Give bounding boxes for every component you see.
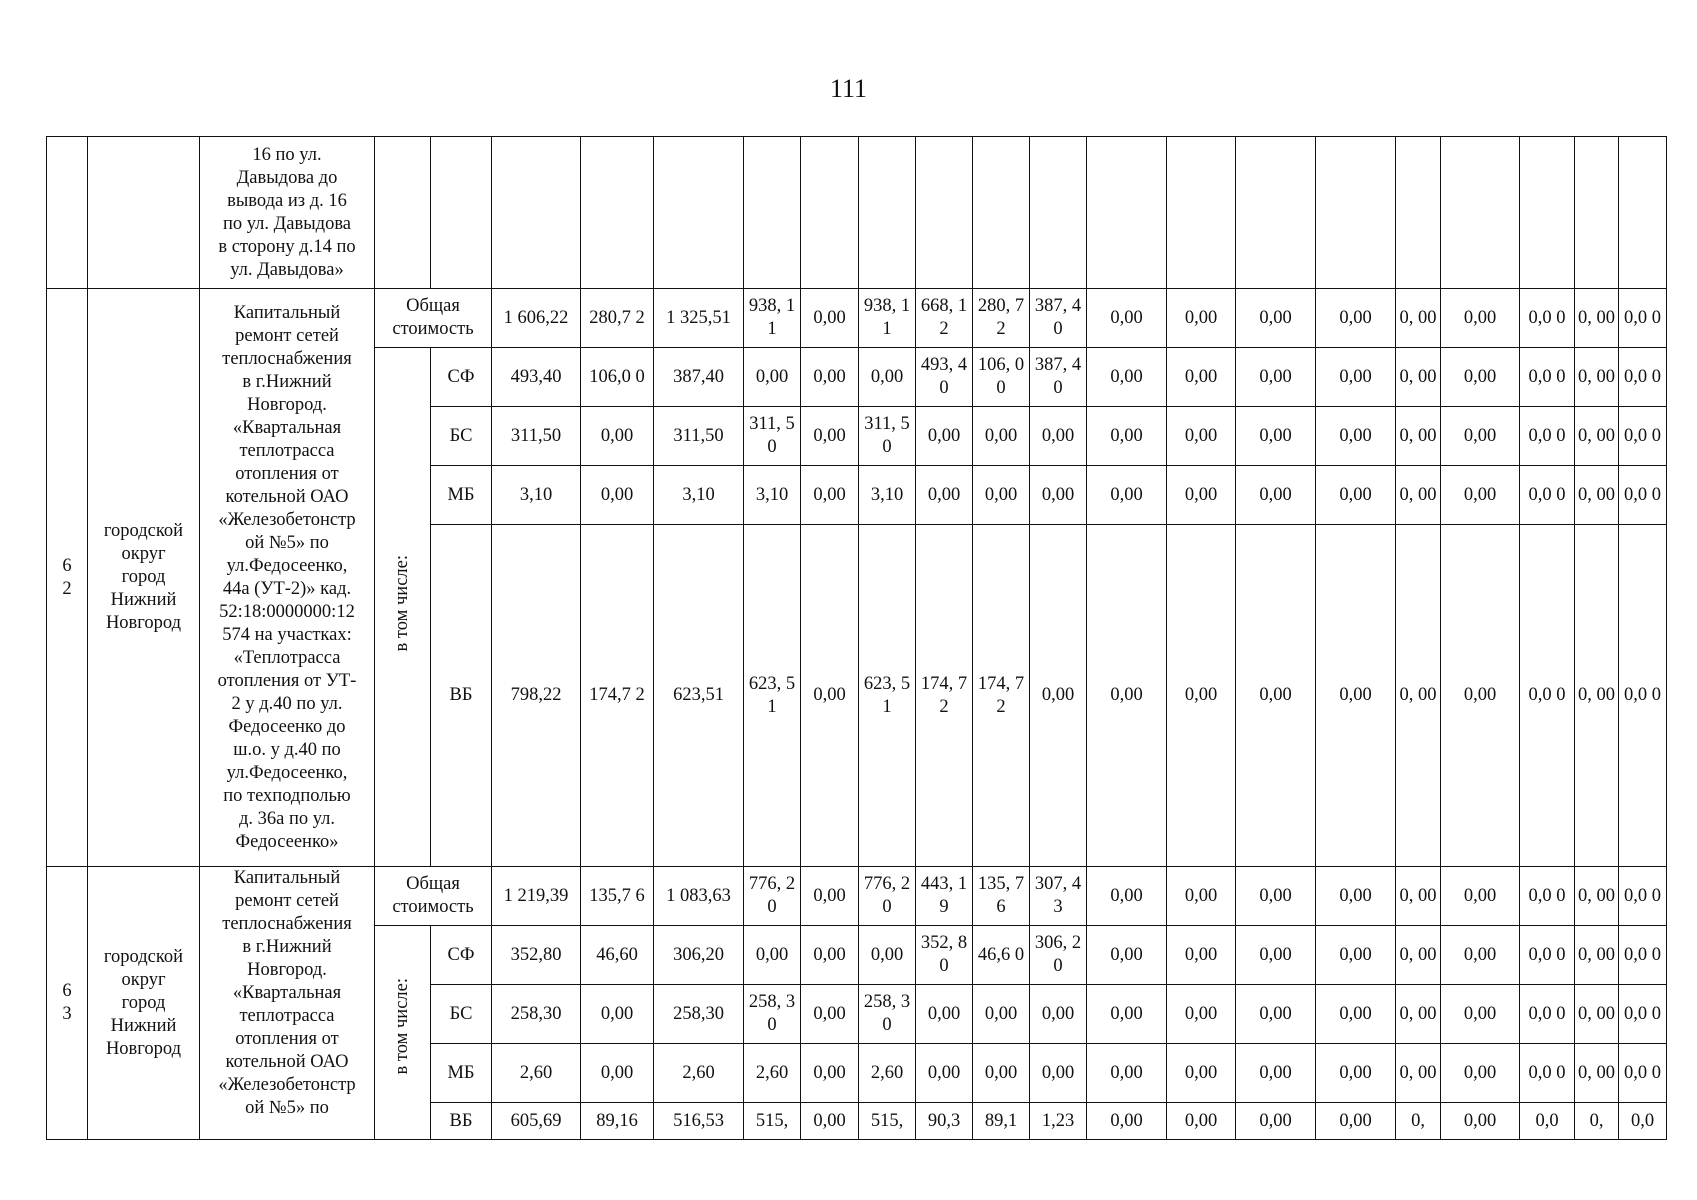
value-cell: 1,23 [1030, 1103, 1087, 1140]
value-cell: 0,00 [1087, 867, 1167, 926]
value-cell: 90,3 [916, 1103, 973, 1140]
value-cell: 0, 00 [1396, 867, 1441, 926]
value-cell: 0,00 [1167, 466, 1236, 525]
value-cell: 311,50 [492, 407, 581, 466]
value-cell: 605,69 [492, 1103, 581, 1140]
empty-cell [1030, 137, 1087, 289]
value-cell: 306,20 [654, 926, 744, 985]
value-cell: 0,0 0 [1520, 407, 1575, 466]
value-cell: 106, 00 [973, 348, 1030, 407]
value-cell: 0, 00 [1396, 985, 1441, 1044]
value-cell: 258,30 [492, 985, 581, 1044]
value-cell: 0,00 [1236, 466, 1316, 525]
value-cell: 0,00 [1316, 926, 1396, 985]
funding-source-label: МБ [431, 466, 492, 525]
value-cell: 2,60 [492, 1044, 581, 1103]
value-cell: 0,00 [1167, 1103, 1236, 1140]
value-cell: 0,0 0 [1619, 926, 1667, 985]
value-cell: 0,0 0 [1619, 348, 1667, 407]
value-cell: 0,00 [973, 466, 1030, 525]
value-cell: 0,00 [1030, 525, 1087, 867]
value-cell: 776, 20 [859, 867, 916, 926]
value-cell: 0,00 [744, 348, 801, 407]
empty-cell [744, 137, 801, 289]
value-cell: 623,51 [654, 525, 744, 867]
value-cell: 516,53 [654, 1103, 744, 1140]
value-cell: 0,00 [1236, 1103, 1316, 1140]
value-cell: 493,40 [492, 348, 581, 407]
value-cell: 0,00 [801, 1044, 859, 1103]
value-cell: 280,7 2 [581, 289, 654, 348]
funding-source-label: СФ [431, 926, 492, 985]
value-cell: 0,00 [1441, 407, 1520, 466]
value-cell: 46,6 0 [973, 926, 1030, 985]
value-cell: 0,00 [1087, 926, 1167, 985]
value-cell: 352,80 [492, 926, 581, 985]
value-cell: 0,00 [916, 985, 973, 1044]
value-cell: 0, 00 [1575, 867, 1619, 926]
value-cell: 0,00 [801, 1103, 859, 1140]
total-cost-label: Общая стоимость [375, 867, 492, 926]
row-number [47, 137, 88, 289]
value-cell: 0,00 [1316, 466, 1396, 525]
value-cell: 0, [1575, 1103, 1619, 1140]
value-cell: 387,40 [654, 348, 744, 407]
empty-cell [1316, 137, 1396, 289]
value-cell: 387, 40 [1030, 348, 1087, 407]
including-label: в том числе: [392, 978, 412, 1075]
value-cell: 0, 00 [1396, 466, 1441, 525]
value-cell: 0,0 0 [1520, 867, 1575, 926]
value-cell: 0,00 [801, 466, 859, 525]
value-cell: 515, [744, 1103, 801, 1140]
funding-source-label: СФ [431, 348, 492, 407]
value-cell: 0,0 [1619, 1103, 1667, 1140]
value-cell: 938, 11 [744, 289, 801, 348]
value-cell: 0,0 0 [1619, 867, 1667, 926]
value-cell: 258, 30 [859, 985, 916, 1044]
value-cell: 0, 00 [1575, 289, 1619, 348]
value-cell: 515, [859, 1103, 916, 1140]
value-cell: 0,0 0 [1520, 525, 1575, 867]
empty-cell [492, 137, 581, 289]
value-cell: 0,00 [1030, 1044, 1087, 1103]
empty-cell [1396, 137, 1441, 289]
value-cell: 0,00 [801, 926, 859, 985]
value-cell: 0,00 [1441, 985, 1520, 1044]
table-row-63-total [47, 867, 1667, 926]
value-cell: 0, 00 [1575, 348, 1619, 407]
table-row-continuation [47, 137, 1667, 289]
including-label-cell [375, 926, 431, 1140]
value-cell: 0,0 0 [1619, 466, 1667, 525]
value-cell: 0,0 0 [1619, 1044, 1667, 1103]
empty-cell [1236, 137, 1316, 289]
value-cell: 0,00 [1316, 407, 1396, 466]
value-cell: 0,00 [1236, 926, 1316, 985]
page-number: 111 [829, 74, 868, 103]
municipality-cell [88, 137, 200, 289]
value-cell: 0,00 [1087, 985, 1167, 1044]
value-cell: 0,00 [1236, 289, 1316, 348]
empty-cell [1520, 137, 1575, 289]
value-cell: 106,0 0 [581, 348, 654, 407]
empty-cell [973, 137, 1030, 289]
value-cell: 174, 72 [916, 525, 973, 867]
value-cell: 174,7 2 [581, 525, 654, 867]
value-cell: 2,60 [744, 1044, 801, 1103]
value-cell: 0,0 0 [1619, 985, 1667, 1044]
value-cell: 89,16 [581, 1103, 654, 1140]
value-cell: 0,00 [1087, 1044, 1167, 1103]
value-cell: 0, 00 [1396, 407, 1441, 466]
empty-cell [1575, 137, 1619, 289]
value-cell: 0,00 [1087, 525, 1167, 867]
value-cell: 0,00 [1316, 348, 1396, 407]
value-cell: 0,00 [1316, 525, 1396, 867]
value-cell: 280, 72 [973, 289, 1030, 348]
value-cell: 623, 51 [744, 525, 801, 867]
value-cell: 3,10 [859, 466, 916, 525]
value-cell: 258,30 [654, 985, 744, 1044]
value-cell: 0,00 [801, 348, 859, 407]
value-cell: 0,0 0 [1619, 407, 1667, 466]
value-cell: 0,00 [1236, 867, 1316, 926]
value-cell: 306, 20 [1030, 926, 1087, 985]
empty-cell [1441, 137, 1520, 289]
value-cell: 0,0 0 [1520, 1044, 1575, 1103]
value-cell: 0,00 [1441, 1044, 1520, 1103]
value-cell: 46,60 [581, 926, 654, 985]
municipality-cell: городской округ город Нижний Новгород [88, 867, 200, 1140]
value-cell: 0,00 [1030, 407, 1087, 466]
object-name-cell: 16 по ул. Давыдова до вывода из д. 16 по ул. Давыдова в сторону д.14 по ул. Давыдова» [200, 137, 375, 289]
empty-cell [431, 137, 492, 289]
value-cell: 0,00 [1087, 1103, 1167, 1140]
value-cell: 387, 40 [1030, 289, 1087, 348]
including-label: в том числе: [392, 555, 412, 652]
value-cell: 0, [1396, 1103, 1441, 1140]
value-cell: 3,10 [654, 466, 744, 525]
budget-table [46, 136, 1667, 1140]
value-cell: 0,0 0 [1619, 525, 1667, 867]
value-cell: 0,00 [1167, 867, 1236, 926]
value-cell: 0,00 [801, 407, 859, 466]
empty-cell [1167, 137, 1236, 289]
value-cell: 174, 72 [973, 525, 1030, 867]
value-cell: 0,00 [581, 1044, 654, 1103]
value-cell: 135,7 6 [581, 867, 654, 926]
value-cell: 258, 30 [744, 985, 801, 1044]
value-cell: 0,00 [859, 926, 916, 985]
object-name-cell: Капитальный ремонт сетей теплоснабжения в г.Нижний Новгород. «Квартальная теплотрасса отопления от котельной ОАО «Железобетонстр ой №5» по ул.Федосеенко, 44а (УТ-2)» кад. 52:18:0000000:12 574 на участках: «Теплотрасса отопления от УТ- 2 у д.40 по ул. Федосеенко до ш.о. у д.40 по ул.Федосеенко, по техподполью д. 36а по ул. Федосеенко» [200, 289, 375, 867]
value-cell: 0, 00 [1575, 525, 1619, 867]
value-cell: 0,00 [973, 1044, 1030, 1103]
value-cell: 0,0 0 [1520, 926, 1575, 985]
empty-cell [1619, 137, 1667, 289]
value-cell: 311, 50 [744, 407, 801, 466]
value-cell: 0,00 [1167, 525, 1236, 867]
value-cell: 0,00 [1087, 466, 1167, 525]
value-cell: 0,00 [1167, 348, 1236, 407]
value-cell: 0,00 [1167, 407, 1236, 466]
funding-source-label: МБ [431, 1044, 492, 1103]
empty-cell [916, 137, 973, 289]
value-cell: 0,00 [1236, 1044, 1316, 1103]
value-cell: 0, 00 [1396, 525, 1441, 867]
value-cell: 0,00 [859, 348, 916, 407]
value-cell: 89,1 [973, 1103, 1030, 1140]
value-cell: 352, 80 [916, 926, 973, 985]
value-cell: 311,50 [654, 407, 744, 466]
value-cell: 0,00 [1316, 289, 1396, 348]
value-cell: 0, 00 [1575, 1044, 1619, 1103]
value-cell: 0,00 [1087, 289, 1167, 348]
value-cell: 311, 50 [859, 407, 916, 466]
value-cell: 0,0 0 [1520, 985, 1575, 1044]
value-cell: 0,00 [1087, 348, 1167, 407]
value-cell: 0,00 [1441, 867, 1520, 926]
value-cell: 0, 00 [1575, 407, 1619, 466]
value-cell: 0, 00 [1575, 926, 1619, 985]
value-cell: 2,60 [859, 1044, 916, 1103]
value-cell: 0, 00 [1575, 466, 1619, 525]
value-cell: 1 606,22 [492, 289, 581, 348]
value-cell: 0,00 [1316, 985, 1396, 1044]
funding-source-label: БС [431, 985, 492, 1044]
value-cell: 0,00 [581, 466, 654, 525]
value-cell: 0, 00 [1396, 1044, 1441, 1103]
value-cell: 0,0 0 [1520, 466, 1575, 525]
row-number: 6 2 [47, 289, 88, 867]
municipality-cell: городской округ город Нижний Новгород [88, 289, 200, 867]
empty-cell [1087, 137, 1167, 289]
value-cell: 0,00 [1030, 985, 1087, 1044]
value-cell: 1 083,63 [654, 867, 744, 926]
value-cell: 0,00 [1167, 289, 1236, 348]
funding-source-label: ВБ [431, 525, 492, 867]
value-cell: 0,00 [1236, 525, 1316, 867]
value-cell: 0,00 [1087, 407, 1167, 466]
object-name-cell: Капитальный ремонт сетей теплоснабжения в г.Нижний Новгород. «Квартальная теплотрасса отопления от котельной ОАО «Железобетонстр ой №5» по [200, 867, 375, 1140]
funding-source-label: ВБ [431, 1103, 492, 1140]
value-cell: 0,00 [1441, 926, 1520, 985]
empty-cell [801, 137, 859, 289]
value-cell: 0,0 0 [1520, 289, 1575, 348]
value-cell: 0,00 [1316, 867, 1396, 926]
total-cost-label: Общая стоимость [375, 289, 492, 348]
value-cell: 443, 19 [916, 867, 973, 926]
value-cell: 0,00 [1316, 1044, 1396, 1103]
value-cell: 0,00 [916, 407, 973, 466]
value-cell: 1 325,51 [654, 289, 744, 348]
value-cell: 2,60 [654, 1044, 744, 1103]
value-cell: 0,00 [973, 407, 1030, 466]
value-cell: 0,00 [801, 289, 859, 348]
value-cell: 0,0 0 [1619, 289, 1667, 348]
value-cell: 0,00 [1030, 466, 1087, 525]
empty-cell [375, 137, 431, 289]
value-cell: 0,0 [1520, 1103, 1575, 1140]
value-cell: 0,00 [801, 867, 859, 926]
value-cell: 776, 20 [744, 867, 801, 926]
value-cell: 798,22 [492, 525, 581, 867]
row-number: 6 3 [47, 867, 88, 1140]
table-row-62-total [47, 289, 1667, 348]
value-cell: 493, 40 [916, 348, 973, 407]
value-cell: 0,00 [1441, 1103, 1520, 1140]
empty-cell [859, 137, 916, 289]
value-cell: 1 219,39 [492, 867, 581, 926]
value-cell: 0,00 [1441, 466, 1520, 525]
value-cell: 668, 12 [916, 289, 973, 348]
value-cell: 0, 00 [1396, 289, 1441, 348]
value-cell: 938, 11 [859, 289, 916, 348]
value-cell: 0,0 0 [1520, 348, 1575, 407]
empty-cell [581, 137, 654, 289]
value-cell: 0,00 [1167, 985, 1236, 1044]
empty-cell [654, 137, 744, 289]
value-cell: 0,00 [801, 985, 859, 1044]
value-cell: 3,10 [492, 466, 581, 525]
funding-source-label: БС [431, 407, 492, 466]
value-cell: 0,00 [916, 1044, 973, 1103]
value-cell: 0,00 [581, 985, 654, 1044]
value-cell: 135, 76 [973, 867, 1030, 926]
value-cell: 0,00 [1236, 407, 1316, 466]
value-cell: 0,00 [581, 407, 654, 466]
value-cell: 0,00 [1236, 985, 1316, 1044]
value-cell: 0,00 [1441, 348, 1520, 407]
including-label-cell [375, 348, 431, 867]
value-cell: 0,00 [1167, 926, 1236, 985]
value-cell: 0,00 [1236, 348, 1316, 407]
value-cell: 0, 00 [1396, 926, 1441, 985]
value-cell: 0,00 [1167, 1044, 1236, 1103]
value-cell: 0,00 [1441, 289, 1520, 348]
value-cell: 0,00 [1441, 525, 1520, 867]
value-cell: 0,00 [973, 985, 1030, 1044]
value-cell: 623, 51 [859, 525, 916, 867]
value-cell: 0,00 [1316, 1103, 1396, 1140]
value-cell: 0,00 [801, 525, 859, 867]
value-cell: 0, 00 [1575, 985, 1619, 1044]
value-cell: 0,00 [916, 466, 973, 525]
value-cell: 3,10 [744, 466, 801, 525]
value-cell: 307, 43 [1030, 867, 1087, 926]
value-cell: 0, 00 [1396, 348, 1441, 407]
value-cell: 0,00 [744, 926, 801, 985]
